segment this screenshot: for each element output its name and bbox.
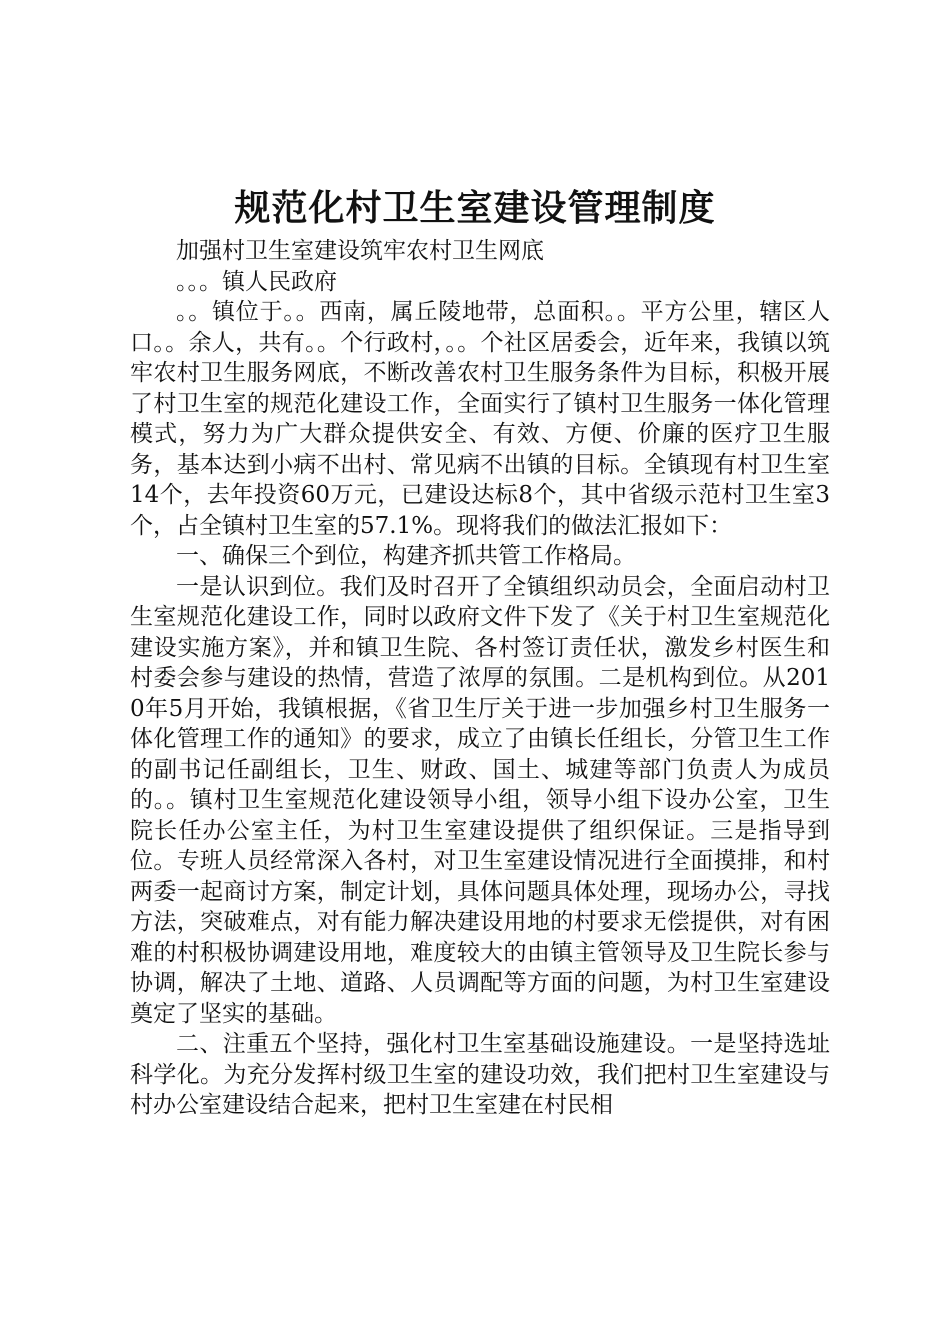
subtitle-paragraph: 加强村卫生室建设筑牢农村卫生网底	[176, 238, 544, 264]
section-2-paragraph: 二、注重五个坚持，强化村卫生室基础设施建设。一是坚持选址科学化。为充分发挥村级卫生室的建设功效，我们把村卫生室建设与村办公室建设结合起来，把村卫生室建在村民相	[130, 1031, 830, 1118]
document-body	[130, 236, 830, 1121]
section-1-paragraph: 一是认识到位。我们及时召开了全镇组织动员会，全面启动村卫生室规范化建设工作，同时以政府文件下发了《关于村卫生室规范化建设实施方案》，并和镇卫生院、各村签订责任状，激发乡村医生和村委会参与建设的热情，营造了浓厚的氛围。二是机构到位。从2010年5月开始，我镇根据，《省卫生厅关于进一步加强乡村卫生服务一体化管理工作的通知》的要求，成立了由镇长任组长，分管卫生工作的副书记任副组长，卫生、财政、国土、城建等部门负责人为成员的。。镇村卫生室规范化建设领导小组，领导小组下设办公室，卫生院长任办公室主任，为村卫生室建设提供了组织保证。三是指导到位。专班人员经常深入各村，对卫生室建设情况进行全面摸排，和村两委一起商讨方案，制定计划，具体问题具体处理，现场办公，寻找方法，突破难点，对有能力解决建设用地的村要求无偿提供，对有困难的村积极协调建设用地，难度较大的由镇主管领导及卫生院长参与协调，解决了土地、道路、人员调配等方面的问题，为村卫生室建设奠定了坚实的基础。	[130, 573, 830, 1027]
document-title: 规范化村卫生室建设管理制度	[234, 187, 716, 229]
author-paragraph: 。。。镇人民政府	[176, 268, 337, 295]
intro-paragraph: 。。镇位于。。西南，属丘陵地带，总面积。。平方公里，辖区人口。。余人，共有。。个行政村，。。个社区居委会，近年来，我镇以筑牢农村卫生服务网底，不断改善农村卫生服务条件为目标，积极开展了村卫生室的规范化建设工作，全面实行了镇村卫生服务一体化管理模式，努力为广大群众提供安全、有效、方便、价廉的医疗卫生服务，基本达到小病不出村、常见病不出镇的目标。全镇现有村卫生室14个，去年投资60万元，已建设达标8个，其中省级示范村卫生室3个，占全镇村卫生室的57.1%。现将我们的做法汇报如下：	[130, 299, 830, 539]
section-heading-1: 一、确保三个到位，构建齐抓共管工作格局。	[176, 543, 636, 569]
